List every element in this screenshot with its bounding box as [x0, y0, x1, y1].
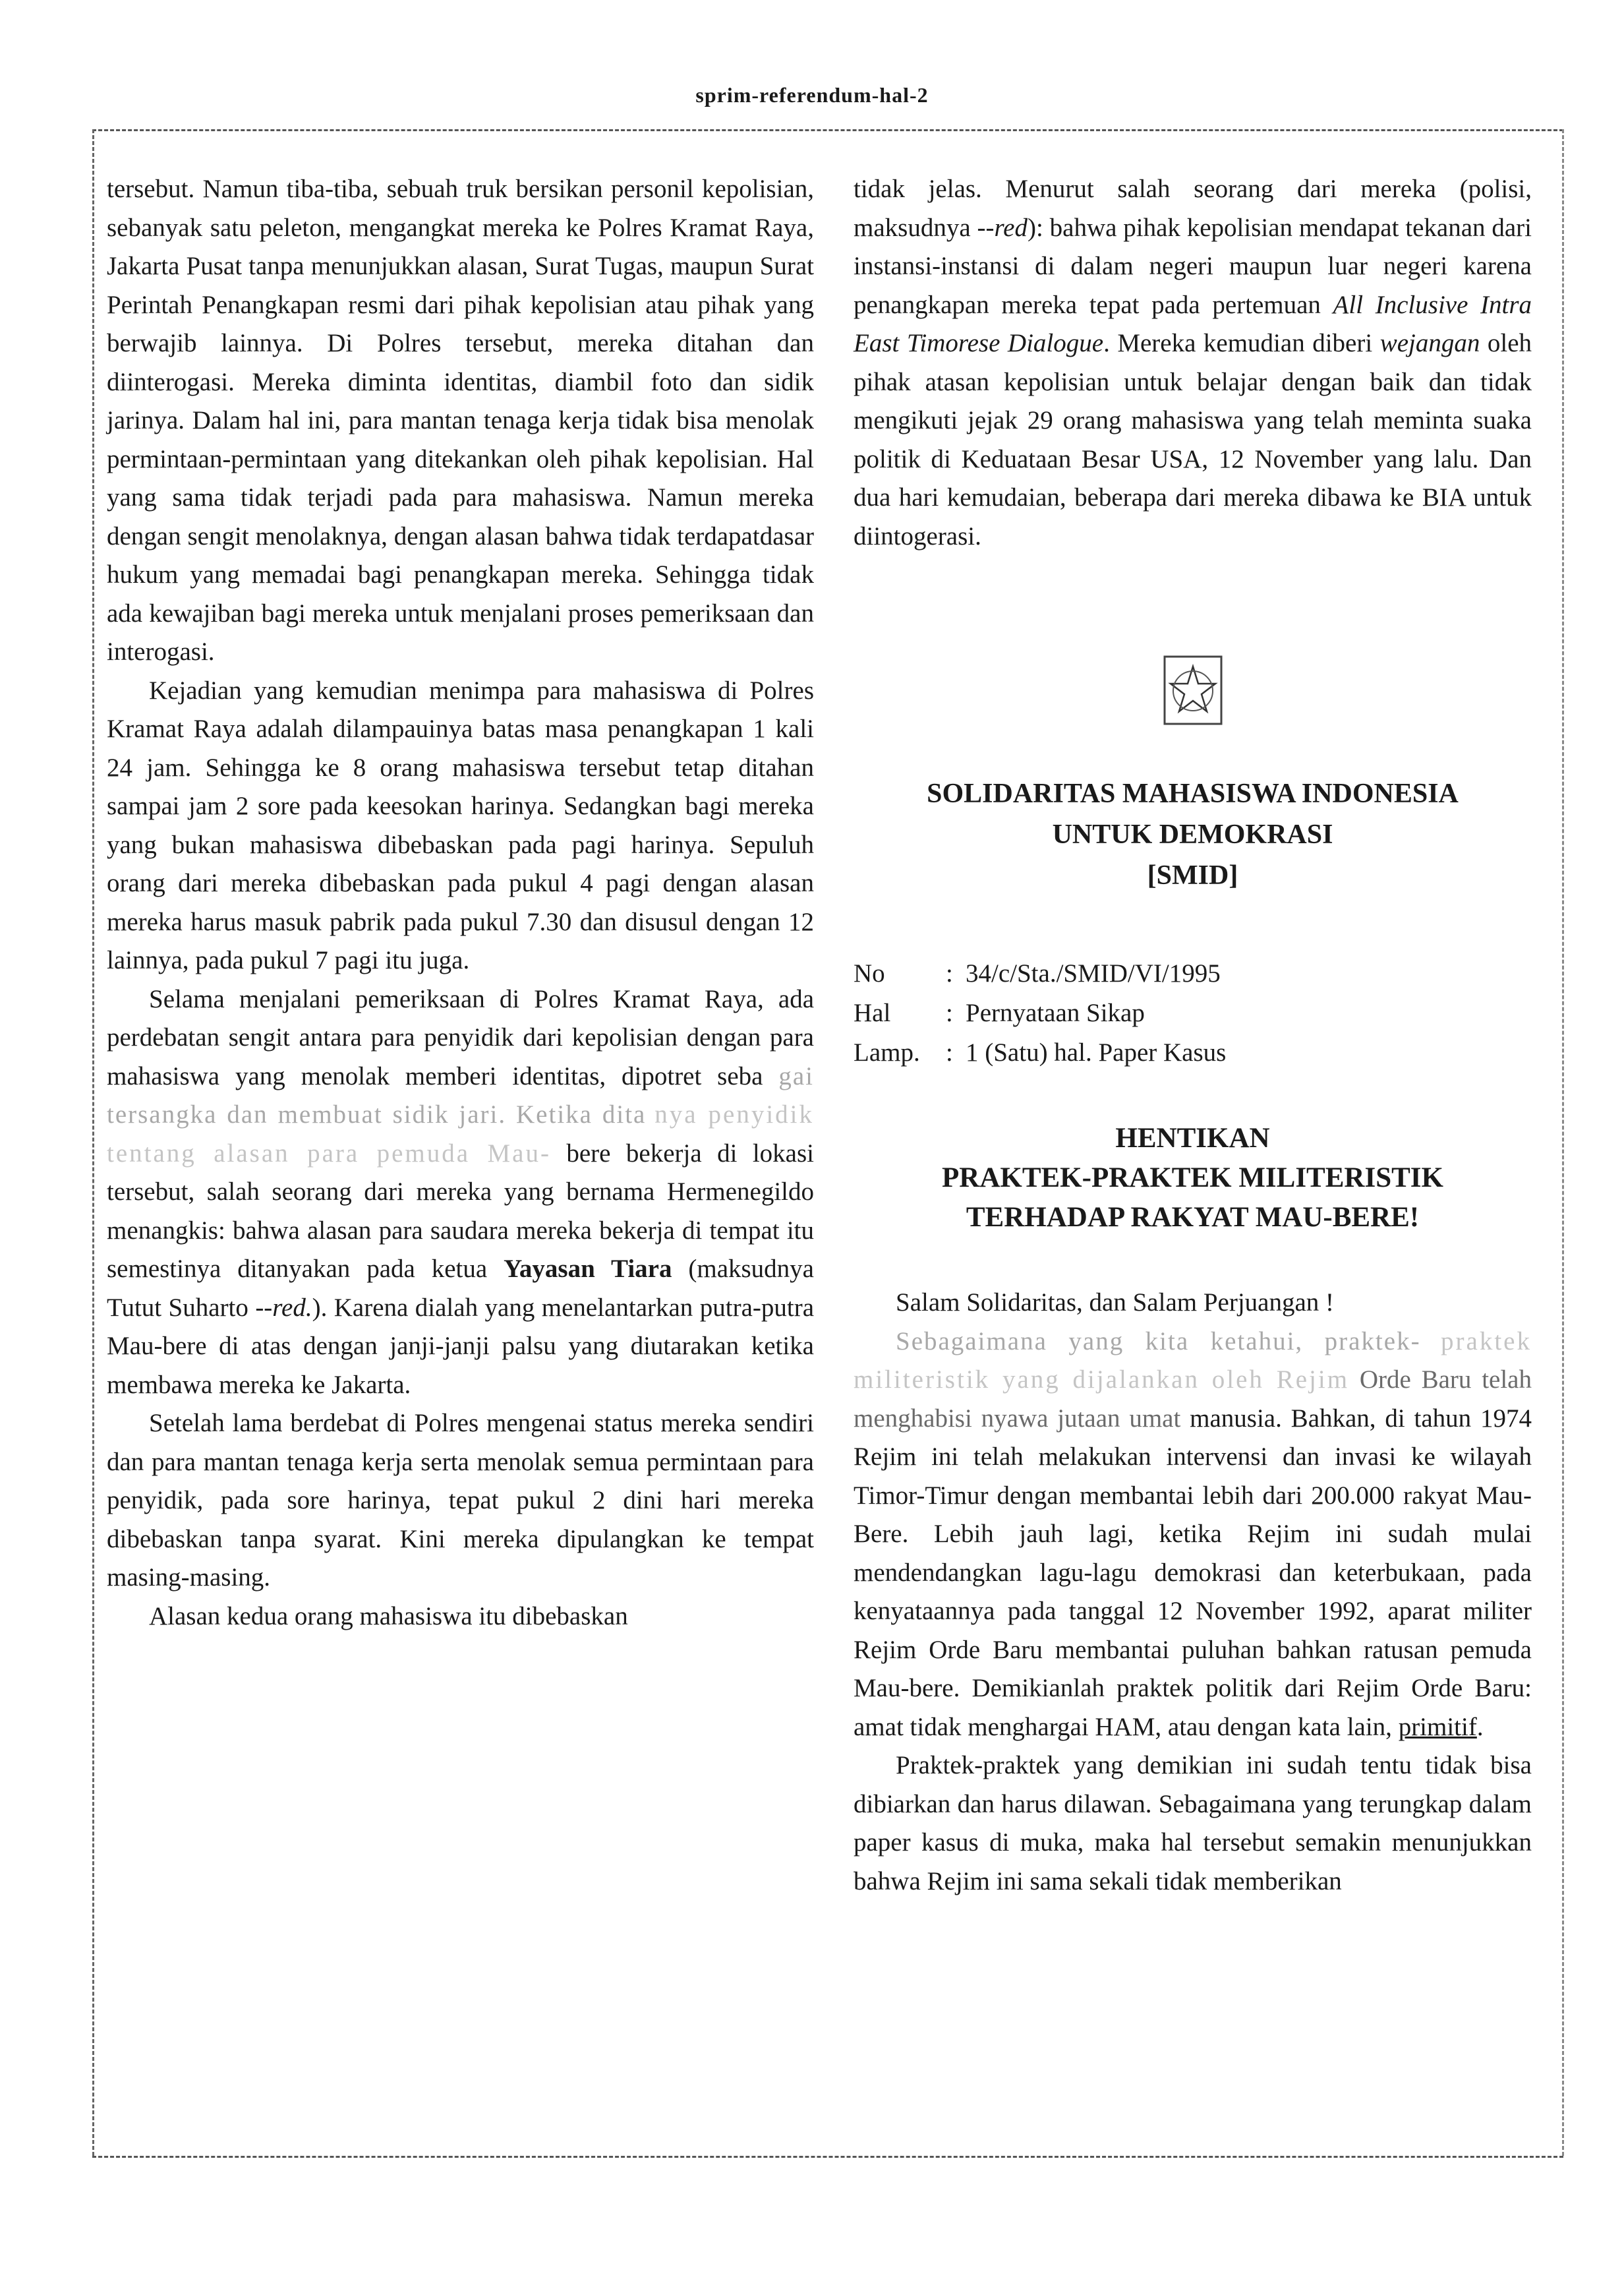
meta-row-lamp — [854, 1033, 1532, 1073]
page-header: sprim-referendum-hal-2 — [695, 83, 929, 107]
meta-no-label: No — [854, 959, 885, 988]
meta-sep: : — [946, 999, 953, 1027]
org-line-2: UNTUK DEMOKRASI — [1052, 819, 1333, 850]
right-paragraph-1-a: tidak jelas. Menurut salah seorang dari mereka (polisi, maksudnya -- — [854, 175, 1532, 242]
right-paragraph-2-rest: manusia. Bahkan, di tahun 1974 Rejim ini telah melakukan intervensi dan invasi ke wilayah Timor-Timur dengan membantai lebih dari 200.000 rakyat Mau-Bere. Lebih jauh lagi, ketika Rejim ini sudah mulai mendendangkan lagu-lagu demokrasi dan keterbukaan, pada kenyataannya pada tanggal 12 November 1992, aparat militer Rejim Orde Baru membantai puluhan bahkan ratusan pemuda Mau-bere. Demikianlah praktek politik dari Rejim Orde Baru: amat tidak menghargai HAM, atau dengan kata lain, — [854, 1404, 1532, 1741]
smid-logo — [1163, 655, 1223, 726]
primitif-text: primitif — [1398, 1712, 1477, 1741]
headline-line-2: PRAKTEK-PRAKTEK MILITERISTIK — [942, 1162, 1443, 1193]
headline-line-3: TERHADAP RAKYAT MAU-BERE! — [966, 1202, 1420, 1233]
left-paragraph-3 — [107, 980, 814, 1405]
right-paragraph-2-faded-b: praktek militeristik yang dijalankan oleh Rejim — [854, 1326, 1532, 1394]
right-paragraph-3: Praktek-praktek yang demikian ini sudah tentu tidak bisa dibiarkan dan harus dilawan. Sebagaimana yang terungkap dalam paper kasus di muka, maka hal tersebut semakin menunjukkan bahwa Rejim ini sama sekali tidak memberikan — [854, 1751, 1532, 1895]
org-line-3: [SMID] — [1147, 860, 1238, 891]
left-paragraph-2: Kejadian yang kemudian menimpa para mahasiswa di Polres Kramat Raya adalah dilampauinya batas masa penangkapan 1 kali 24 jam. Sehingga ke 8 orang mahasiswa tersebut tetap ditahan sampai jam 2 sore pada keesokan harinya. Sedangkan bagi mereka yang bukan mahasiswa dibebaskan pada pagi harinya. Sepuluh orang dari mereka dibebaskan pada pukul 4 pagi dengan alasan mereka harus masuk pabrik pada pukul 7.30 dan disusul dengan 12 lainnya, pada pukul 7 pagi itu juga. — [107, 676, 814, 974]
right-paragraph-2-mid: Orde Baru telah menghabisi nyawa jutaan umat — [854, 1365, 1532, 1433]
right-paragraph-1-c: . Mereka kemudian diberi — [1103, 329, 1373, 357]
meta-lamp-value: 1 (Satu) hal. Paper Kasus — [966, 1038, 1227, 1067]
right-paragraph-2-end: . — [1476, 1712, 1484, 1741]
statement-headline — [854, 1119, 1532, 1237]
salutation: Salam Solidaritas, dan Salam Perjuangan ! — [896, 1288, 1335, 1317]
frame-border-right — [1562, 129, 1564, 2156]
red-note: red. — [272, 1293, 312, 1322]
left-paragraph-3-rest: bere bekerja di lokasi tersebut, salah seorang dari mereka yang bernama Hermenegildo menangkis: bahwa alasan para saudara mereka bekerja di tempat itu semestinya ditanyakan pada ketua — [107, 1139, 814, 1283]
right-paragraph-2 — [854, 1323, 1532, 1747]
yayasan-tiara-text: Yayasan Tiara — [504, 1255, 672, 1283]
left-paragraph-1: tersebut. Namun tiba-tiba, sebuah truk bersikan personil kepolisian, sebanyak satu peleton, mengangkat mereka ke Polres Kramat Raya, Jakarta Pusat tanpa menunjukkan alasan, Surat Tugas, maupun Surat Perintah Penangkapan resmi dari pihak kepolisian atau pihak yang berwajib lainnya. Di Polres tersebut, mereka ditahan dan diinterogasi. Mereka diminta identitas, diambil foto dan sidik jarinya. Dalam hal ini, para mantan tenaga kerja tidak bisa menolak permintaan-permintaan yang ditekankan oleh pihak kepolisian. Hal yang sama tidak terjadi pada para mahasiswa. Namun mereka dengan sengit menolaknya, dengan alasan bahwa tidak terdapatdasar hukum yang memadai bagi penangkapan mereka. Sehingga tidak ada kewajiban bagi mereka untuk menjalani proses pemeriksaan dan interogasi. — [107, 175, 814, 666]
meta-no-value: 34/c/Sta./SMID/VI/1995 — [966, 959, 1221, 988]
meta-row-hal — [854, 994, 1532, 1033]
wejangan-text: wejangan — [1379, 329, 1480, 357]
letter-meta — [854, 954, 1532, 1073]
right-paragraph-1-b: ): bahwa pihak kepolisian mendapat tekanan dari instansi-instansi di dalam negeri maupun luar negeri karena penangkapan mereka tepat pada pertemuan — [854, 213, 1532, 319]
star-emblem-icon — [1163, 655, 1223, 726]
left-paragraph-3-open: (maksudnya Tutut Suharto -- — [107, 1255, 814, 1322]
red-note-right: red — [994, 213, 1028, 242]
frame-border-left — [92, 129, 94, 2156]
meta-row-no — [854, 954, 1532, 994]
right-paragraph-1-d: oleh pihak atasan kepolisian untuk belajar dengan baik dan tidak mengikuti jejak 29 orang mahasiswa yang telah meminta suaka politik di Keduataan Besar USA, 12 November yang lalu. Dan dua hari kemudaian, beberapa dari mereka dibawa ke BIA untuk diintogerasi. — [854, 329, 1532, 550]
left-paragraph-5: Alasan kedua orang mahasiswa itu dibebaskan — [149, 1601, 628, 1630]
meta-sep: : — [946, 959, 953, 988]
left-paragraph-3-faded-2: nya penyidik tentang alasan para pemuda Mau- — [107, 1100, 815, 1168]
left-paragraph-3-faded-1: gai tersangka dan membuat sidik jari. Ketika dita — [107, 1061, 814, 1129]
meta-sep: : — [946, 1038, 953, 1067]
organization-name — [854, 773, 1532, 896]
meta-lamp-label: Lamp. — [854, 1038, 920, 1067]
right-paragraph-1 — [854, 170, 1532, 556]
left-paragraph-3-lead: Selama menjalani pemeriksaan di Polres Kramat Raya, ada perdebatan sengit antara para penyidik dari kepolisian dengan para mahasiswa yang menolak memberi identitas, dipotret seba — [107, 984, 814, 1090]
frame-border-top — [92, 129, 1563, 131]
meta-hal-label: Hal — [854, 999, 891, 1027]
left-column — [107, 170, 814, 1636]
right-paragraph-2-faded-a: Sebagaimana yang kita ketahui, praktek- — [896, 1326, 1421, 1355]
org-line-1: SOLIDARITAS MAHASISWA INDONESIA — [927, 779, 1459, 809]
frame-border-bottom — [92, 2156, 1563, 2158]
meta-hal-value: Pernyataan Sikap — [966, 999, 1145, 1027]
dialogue-title: All Inclusive Intra East Timorese Dialogue — [854, 290, 1532, 357]
left-paragraph-3-close: ). Karena dialah yang menelantarkan putra-putra Mau-bere di atas dengan janji-janji palsu yang diutarakan ketika membawa mereka ke Jakarta. — [107, 1293, 814, 1399]
headline-line-1: HENTIKAN — [1115, 1123, 1270, 1154]
left-paragraph-4: Setelah lama berdebat di Polres mengenai status mereka sendiri dan para mantan tenaga kerja serta menolak semua permintaan para penyidik, pada sore harinya, tepat pukul 2 dini hari mereka dibebaskan tanpa syarat. Kini mereka dipulangkan ke tempat masing-masing. — [107, 1409, 814, 1591]
right-column — [854, 170, 1532, 1901]
